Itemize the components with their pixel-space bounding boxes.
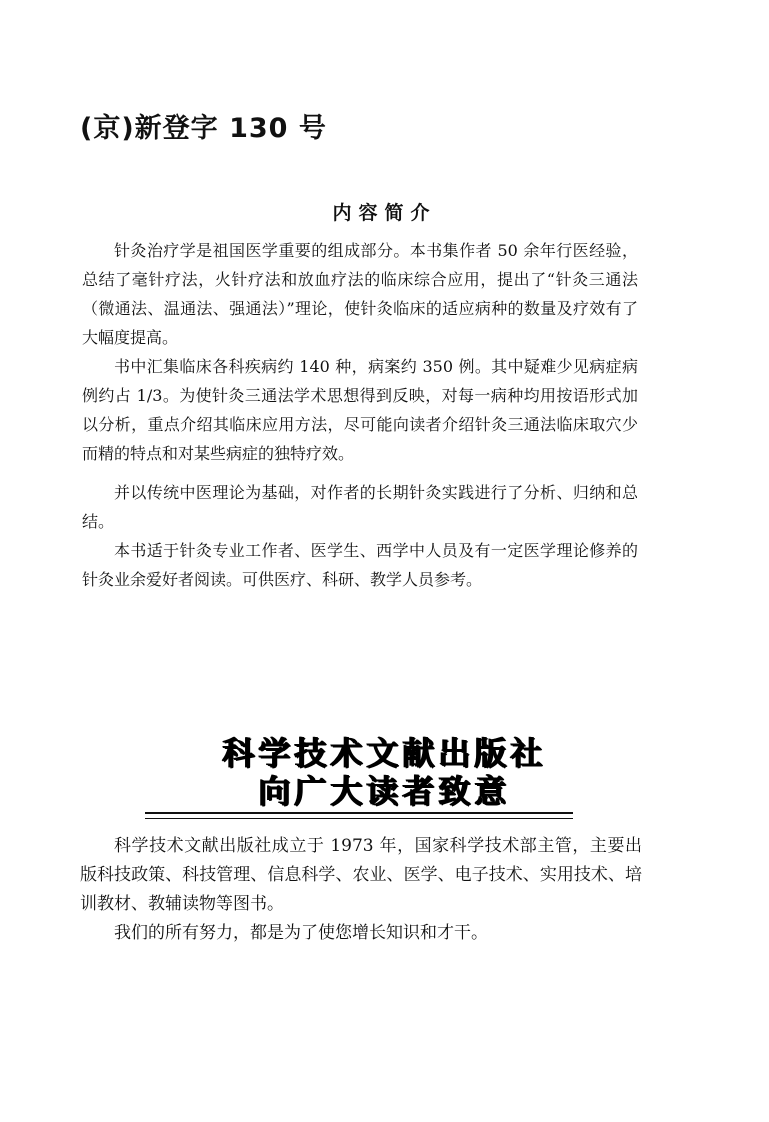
publisher-paragraph: 我们的所有努力，都是为了使您增长知识和才干。 — [114, 923, 488, 943]
publisher-paragraph: 科学技术文献出版社成立于 1973 年，国家科学技术部主管，主要出版科技政策、科技管理、信息科学、农业、医学、电子技术、实用技术、培训教材、教辅读物等图书。 — [80, 836, 642, 914]
intro-paragraph: 并以传统中医理论为基础，对作者的长期针灸实践进行了分析、归纳和总结。 — [82, 483, 638, 531]
registration-number: (京)新登字 130 号 — [80, 113, 327, 144]
divider-thick — [145, 812, 573, 814]
publisher-title-line1: 科学技术文献出版社 — [222, 734, 547, 772]
intro-paragraph: 针灸治疗学是祖国医学重要的组成部分。本书集作者 50 余年行医经验，总结了毫针疗法，火针疗法和放血疗法的临床综合应用，提出了“针灸三通法（微通法、温通法、强通法）”理论，使针灸临床的适应病种的数量及疗效有了大幅度提高。 — [82, 241, 638, 347]
divider-thin — [145, 818, 573, 819]
intro-heading: 内容简介 — [332, 202, 437, 224]
intro-paragraph: 书中汇集临床各科疾病约 140 种，病案约 350 例。其中疑难少见病症病例约占 1/3。为使针灸三通法学术思想得到反映，对每一病种均用按语形式加以分析，重点介绍其临床应用方法，尽可能向读者介绍针灸三通法临床取穴少而精的特点和对某些病症的独特疗效。 — [82, 357, 638, 463]
intro-paragraph: 本书适于针灸专业工作者、医学生、西学中人员及有一定医学理论修养的针灸业余爱好者阅读。可供医疗、科研、教学人员参考。 — [82, 541, 638, 589]
publisher-title-line2: 向广大读者致意 — [258, 772, 511, 810]
